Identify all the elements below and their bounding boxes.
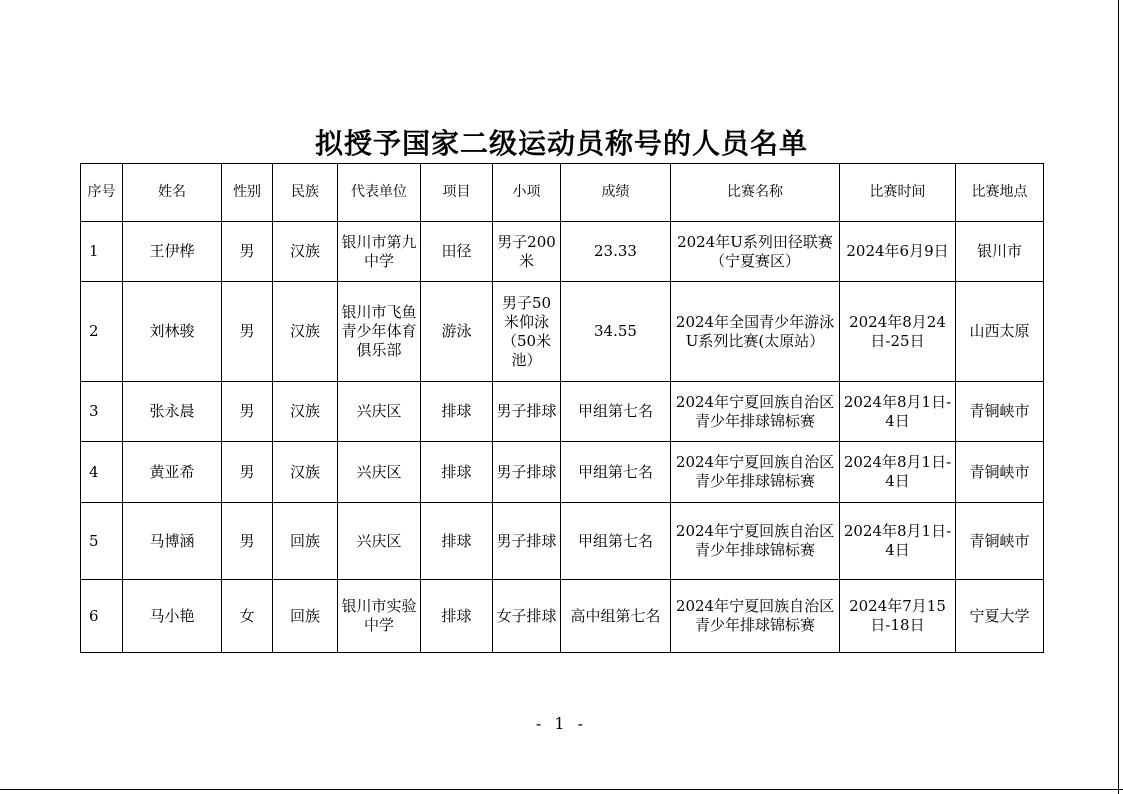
table-row	[81, 503, 1044, 580]
table-row	[81, 282, 1044, 382]
cell-date: 2024年6月9日	[840, 222, 956, 282]
cell-unit: 银川市第九中学	[338, 222, 421, 282]
cell-event: 男子排球	[493, 442, 561, 503]
cell-gender: 女	[222, 580, 273, 653]
cell-gender: 男	[222, 222, 273, 282]
cell-competition: 2024年全国青少年游泳U系列比赛(太原站）	[671, 282, 840, 382]
table-row	[81, 442, 1044, 503]
athlete-roster-table	[80, 163, 1044, 653]
header-row	[81, 164, 1044, 222]
cell-competition: 2024年宁夏回族自治区青少年排球锦标赛	[671, 580, 840, 653]
cell-sport: 排球	[421, 503, 493, 580]
cell-seq: 2	[81, 282, 123, 382]
cell-seq: 4	[81, 442, 123, 503]
cell-ethnicity: 汉族	[273, 382, 338, 442]
cell-ethnicity: 汉族	[273, 282, 338, 382]
cell-gender: 男	[222, 503, 273, 580]
header-gender: 性别	[222, 164, 273, 222]
cell-result: 34.55	[561, 282, 671, 382]
table-row	[81, 382, 1044, 442]
cell-unit: 银川市实验中学	[338, 580, 421, 653]
cell-venue: 青铜峡市	[956, 442, 1044, 503]
cell-event: 男子50米仰泳（50米池）	[493, 282, 561, 382]
cell-name: 黄亚希	[123, 442, 222, 503]
header-date: 比赛时间	[840, 164, 956, 222]
table-row	[81, 222, 1044, 282]
cell-name: 马博涵	[123, 503, 222, 580]
cell-date: 2024年8月1日-4日	[840, 442, 956, 503]
cell-gender: 男	[222, 382, 273, 442]
cell-result: 甲组第七名	[561, 503, 671, 580]
cell-competition: 2024年宁夏回族自治区青少年排球锦标赛	[671, 442, 840, 503]
cell-seq: 6	[81, 580, 123, 653]
cell-venue: 银川市	[956, 222, 1044, 282]
cell-seq: 5	[81, 503, 123, 580]
cell-event: 男子排球	[493, 503, 561, 580]
cell-sport: 排球	[421, 382, 493, 442]
cell-venue: 宁夏大学	[956, 580, 1044, 653]
page-edge-right	[1118, 0, 1119, 794]
cell-unit: 兴庆区	[338, 503, 421, 580]
page-number: - 1 -	[535, 714, 588, 733]
cell-unit: 兴庆区	[338, 442, 421, 503]
header-result: 成绩	[561, 164, 671, 222]
cell-result: 23.33	[561, 222, 671, 282]
cell-sport: 排球	[421, 442, 493, 503]
cell-gender: 男	[222, 282, 273, 382]
cell-name: 王伊桦	[123, 222, 222, 282]
header-ethnicity: 民族	[273, 164, 338, 222]
cell-venue: 青铜峡市	[956, 382, 1044, 442]
cell-unit: 银川市飞鱼青少年体育俱乐部	[338, 282, 421, 382]
cell-name: 马小艳	[123, 580, 222, 653]
cell-unit: 兴庆区	[338, 382, 421, 442]
cell-name: 张永晨	[123, 382, 222, 442]
cell-result: 甲组第七名	[561, 442, 671, 503]
cell-event: 女子排球	[493, 580, 561, 653]
cell-event: 男子200米	[493, 222, 561, 282]
cell-name: 刘林骏	[123, 282, 222, 382]
cell-result: 甲组第七名	[561, 382, 671, 442]
header-name: 姓名	[123, 164, 222, 222]
cell-date: 2024年8月1日-4日	[840, 382, 956, 442]
cell-date: 2024年7月15日-18日	[840, 580, 956, 653]
cell-ethnicity: 回族	[273, 503, 338, 580]
document-title: 拟授予国家二级运动员称号的人员名单	[314, 127, 808, 160]
header-venue: 比赛地点	[956, 164, 1044, 222]
cell-date: 2024年8月24日-25日	[840, 282, 956, 382]
cell-ethnicity: 回族	[273, 580, 338, 653]
cell-sport: 游泳	[421, 282, 493, 382]
cell-event: 男子排球	[493, 382, 561, 442]
cell-competition: 2024年宁夏回族自治区青少年排球锦标赛	[671, 382, 840, 442]
cell-seq: 1	[81, 222, 123, 282]
cell-competition: 2024年宁夏回族自治区青少年排球锦标赛	[671, 503, 840, 580]
header-unit: 代表单位	[338, 164, 421, 222]
cell-result: 高中组第七名	[561, 580, 671, 653]
cell-competition: 2024年U系列田径联赛（宁夏赛区）	[671, 222, 840, 282]
header-competition: 比赛名称	[671, 164, 840, 222]
cell-date: 2024年8月1日-4日	[840, 503, 956, 580]
page-edge-bottom	[0, 789, 1123, 790]
header-sport: 项目	[421, 164, 493, 222]
cell-ethnicity: 汉族	[273, 222, 338, 282]
cell-venue: 山西太原	[956, 282, 1044, 382]
cell-sport: 田径	[421, 222, 493, 282]
header-seq: 序号	[81, 164, 123, 222]
cell-gender: 男	[222, 442, 273, 503]
table-row	[81, 580, 1044, 653]
header-event: 小项	[493, 164, 561, 222]
cell-seq: 3	[81, 382, 123, 442]
cell-ethnicity: 汉族	[273, 442, 338, 503]
cell-sport: 排球	[421, 580, 493, 653]
cell-venue: 青铜峡市	[956, 503, 1044, 580]
